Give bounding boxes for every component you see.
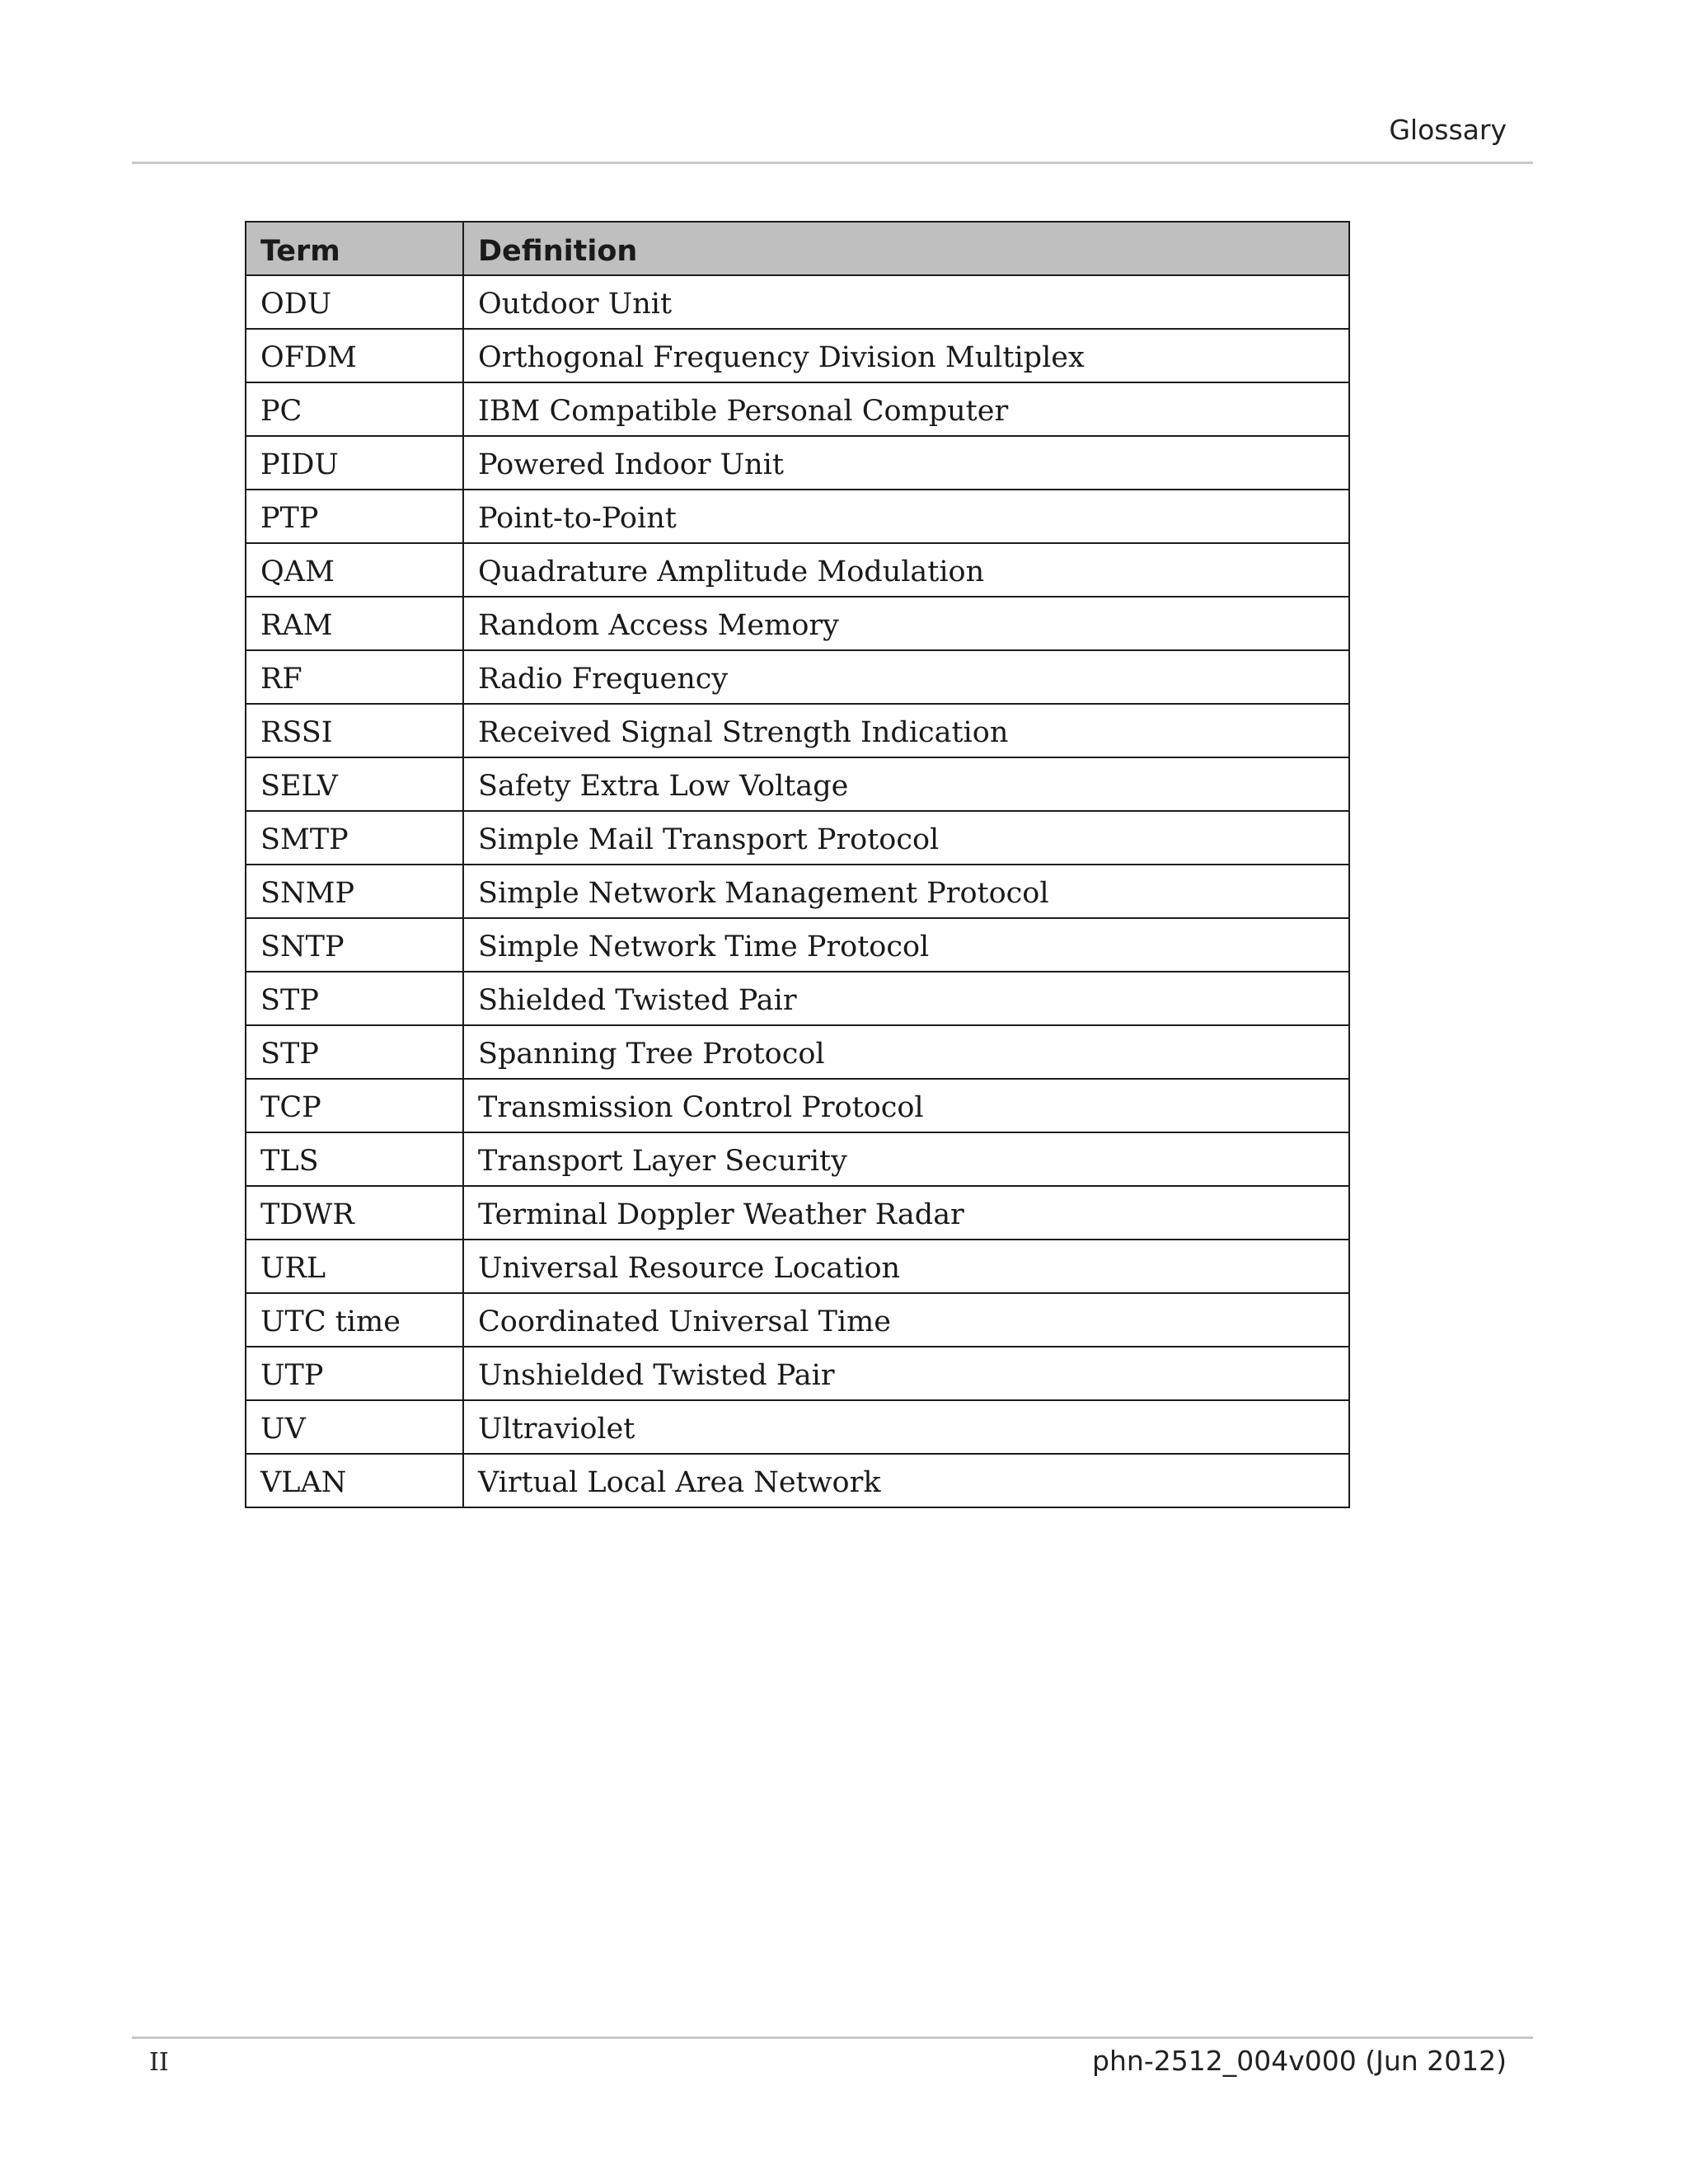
table-row — [246, 597, 1349, 650]
term-cell: PC — [246, 382, 463, 436]
table-row — [246, 436, 1349, 490]
definition-cell: Coordinated Universal Time — [463, 1293, 1349, 1347]
table-row — [246, 918, 1349, 972]
table-row — [246, 1454, 1349, 1507]
column-header-definition: Definition — [463, 222, 1349, 275]
definition-cell: Random Access Memory — [463, 597, 1349, 650]
term-cell: TDWR — [246, 1186, 463, 1240]
term-cell: UTC time — [246, 1293, 463, 1347]
definition-cell: Virtual Local Area Network — [463, 1454, 1349, 1507]
definition-cell: IBM Compatible Personal Computer — [463, 382, 1349, 436]
page-number: II — [149, 2048, 169, 2077]
definition-cell: Transmission Control Protocol — [463, 1079, 1349, 1132]
document-reference: phn-2512_004v000 (Jun 2012) — [1092, 2045, 1507, 2077]
definition-cell: Powered Indoor Unit — [463, 436, 1349, 490]
term-cell: TCP — [246, 1079, 463, 1132]
footer-divider — [132, 2036, 1533, 2039]
term-cell: RSSI — [246, 704, 463, 757]
term-cell: SNMP — [246, 865, 463, 918]
definition-cell: Orthogonal Frequency Division Multiplex — [463, 329, 1349, 382]
table-row — [246, 811, 1349, 865]
table-header-row — [246, 222, 1349, 275]
term-cell: SNTP — [246, 918, 463, 972]
table-row — [246, 275, 1349, 329]
table-row — [246, 329, 1349, 382]
term-cell: RF — [246, 650, 463, 704]
table-row — [246, 865, 1349, 918]
table-row — [246, 543, 1349, 597]
definition-cell: Transport Layer Security — [463, 1132, 1349, 1186]
table-row — [246, 1132, 1349, 1186]
section-title: Glossary — [1389, 114, 1507, 146]
table-row — [246, 972, 1349, 1025]
definition-cell: Terminal Doppler Weather Radar — [463, 1186, 1349, 1240]
table-row — [246, 757, 1349, 811]
term-cell: OFDM — [246, 329, 463, 382]
term-cell: SELV — [246, 757, 463, 811]
term-cell: STP — [246, 972, 463, 1025]
term-cell: RAM — [246, 597, 463, 650]
table-row — [246, 382, 1349, 436]
term-cell: TLS — [246, 1132, 463, 1186]
header-divider — [132, 162, 1533, 164]
definition-cell: Safety Extra Low Voltage — [463, 757, 1349, 811]
term-cell: URL — [246, 1240, 463, 1293]
definition-cell: Received Signal Strength Indication — [463, 704, 1349, 757]
definition-cell: Unshielded Twisted Pair — [463, 1347, 1349, 1400]
definition-cell: Simple Network Management Protocol — [463, 865, 1349, 918]
table-row — [246, 1347, 1349, 1400]
term-cell: PTP — [246, 490, 463, 543]
column-header-term: Term — [246, 222, 463, 275]
term-cell: ODU — [246, 275, 463, 329]
table-row — [246, 490, 1349, 543]
table-row — [246, 1079, 1349, 1132]
term-cell: QAM — [246, 543, 463, 597]
definition-cell: Ultraviolet — [463, 1400, 1349, 1454]
table-row — [246, 1025, 1349, 1079]
term-cell: STP — [246, 1025, 463, 1079]
table-row — [246, 1400, 1349, 1454]
table-row — [246, 704, 1349, 757]
term-cell: VLAN — [246, 1454, 463, 1507]
definition-cell: Simple Network Time Protocol — [463, 918, 1349, 972]
definition-cell: Radio Frequency — [463, 650, 1349, 704]
term-cell: UV — [246, 1400, 463, 1454]
definition-cell: Shielded Twisted Pair — [463, 972, 1349, 1025]
definition-cell: Quadrature Amplitude Modulation — [463, 543, 1349, 597]
table-row — [246, 1240, 1349, 1293]
table-row — [246, 1293, 1349, 1347]
definition-cell: Outdoor Unit — [463, 275, 1349, 329]
term-cell: SMTP — [246, 811, 463, 865]
definition-cell: Point-to-Point — [463, 490, 1349, 543]
glossary-table — [245, 221, 1350, 1508]
definition-cell: Simple Mail Transport Protocol — [463, 811, 1349, 865]
table-row — [246, 1186, 1349, 1240]
term-cell: UTP — [246, 1347, 463, 1400]
definition-cell: Spanning Tree Protocol — [463, 1025, 1349, 1079]
table-row — [246, 650, 1349, 704]
definition-cell: Universal Resource Location — [463, 1240, 1349, 1293]
term-cell: PIDU — [246, 436, 463, 490]
